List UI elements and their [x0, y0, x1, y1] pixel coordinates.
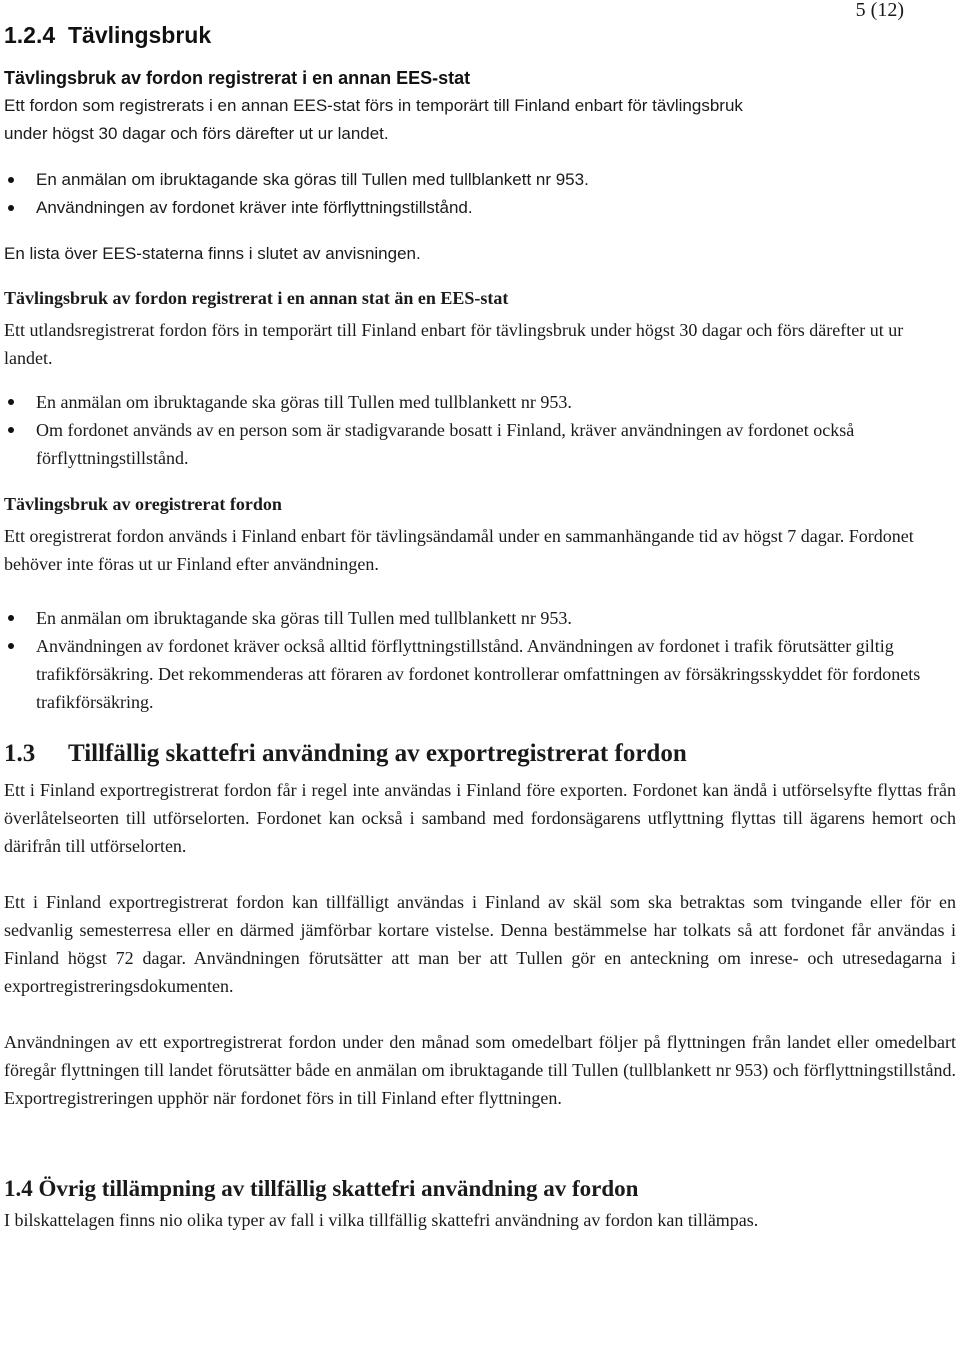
- list-item: En anmälan om ibruktagande ska göras till Tullen med tullblankett nr 953.: [4, 388, 956, 416]
- document-body: [4, 0, 956, 1234]
- section-title: Tillfällig skattefri användning av exportregistrerat fordon: [68, 740, 687, 767]
- section-1-3-paragraph-1: Ett i Finland exportregistrerat fordon får i regel inte användas i Finland före exporten. Fordonet kan ändå i utförselsyfte flyttas från överlåtelseorten till utförselorten. Fordonet kan också i samband med fordonsägarens utflyttning flyttas till ägarens hemort och därifrån till utförselorten.: [4, 780, 956, 856]
- page-number: 5 (12): [855, 0, 904, 21]
- section-1-3-paragraph-3: Användningen av ett exportregistrerat fordon under den månad som omedelbart följer på flyttningen från landet eller omedelbart föregår flyttningen till landet förutsätter både en anmälan om ibruktagande till Tullen (tullblankett nr 953) och förflyttningstillstånd. Exportregistreringen upphör när fordonet förs in till Finland efter flyttningen.: [4, 1032, 956, 1108]
- non-ees-heading: Tävlingsbruk av fordon registrerat i en annan stat än en EES-stat: [4, 288, 509, 308]
- non-ees-intro: Ett utlandsregistrerat fordon förs in temporärt till Finland enbart för tävlingsbruk under högst 30 dagar och förs därefter ut ur landet.: [4, 320, 904, 368]
- unregistered-bullet-list: [4, 604, 956, 716]
- section-number: 1.2.4: [4, 22, 56, 48]
- section-title: Övrig tillämpning av tillfällig skattefri användning av fordon: [38, 1176, 639, 1201]
- unregistered-intro: Ett oregistrerat fordon används i Finland enbart för tävlingsändamål under en sammanhängande tid av högst 7 dagar. Fordonet behöver inte föras ut ur Finland efter användningen.: [4, 526, 914, 574]
- ees-intro-line1: Ett fordon som registrerats i en annan EES-stat förs in temporärt till Finland enbart för tävlingsbruk: [4, 96, 743, 115]
- list-item: En anmälan om ibruktagande ska göras till Tullen med tullblankett nr 953.: [4, 166, 956, 194]
- ees-bullet-list: [4, 166, 956, 222]
- list-item: Användningen av fordonet kräver också alltid förflyttningstillstånd. Användningen av fordonet i trafik förutsätter giltig trafikförsäkring. Det rekommenderas att föraren av fordonet kontrollerar omfattningen av försäkringsskyddet för fordonets trafikförsäkring.: [4, 632, 956, 716]
- section-number: 1.3: [4, 740, 36, 767]
- section-number: 1.4: [4, 1176, 33, 1201]
- section-1-4-paragraph: I bilskattelagen finns nio olika typer av fall i vilka tillfällig skattefri användning av fordon kan tillämpas.: [4, 1210, 759, 1230]
- section-1-3-paragraph-2: Ett i Finland exportregistrerat fordon kan tillfälligt användas i Finland av skäl som ska betraktas som tvingande eller för en sedvanlig semesterresa eller en därmed jämförbar kortare vistelse. Denna bestämmelse har tolkats så att fordonet får användas i Finland högst 72 dagar. Användningen förutsätter att man ber att Tullen gör en anteckning om inrese- och utresedagarna i exportregistreringsdokumenten.: [4, 892, 956, 996]
- ees-heading: Tävlingsbruk av fordon registrerat i en annan EES-stat: [4, 68, 471, 88]
- non-ees-bullet-list: [4, 388, 956, 472]
- unregistered-heading: Tävlingsbruk av oregistrerat fordon: [4, 494, 282, 514]
- list-item: Användningen av fordonet kräver inte förflyttningstillstånd.: [4, 194, 956, 222]
- section-1-2-4-heading: [4, 20, 956, 50]
- ees-intro-line2: under högst 30 dagar och förs därefter ut ur landet.: [4, 124, 389, 143]
- list-item: Om fordonet används av en person som är stadigvarande bosatt i Finland, kräver användningen av fordonet också förflyttningstillstånd.: [4, 416, 956, 472]
- section-1-4-heading: [4, 1174, 956, 1204]
- list-item: En anmälan om ibruktagande ska göras till Tullen med tullblankett nr 953.: [4, 604, 956, 632]
- ees-note: En lista över EES-staterna finns i slutet av anvisningen.: [4, 244, 421, 263]
- section-title: Tävlingsbruk: [68, 22, 212, 48]
- section-1-3-heading: [4, 738, 956, 770]
